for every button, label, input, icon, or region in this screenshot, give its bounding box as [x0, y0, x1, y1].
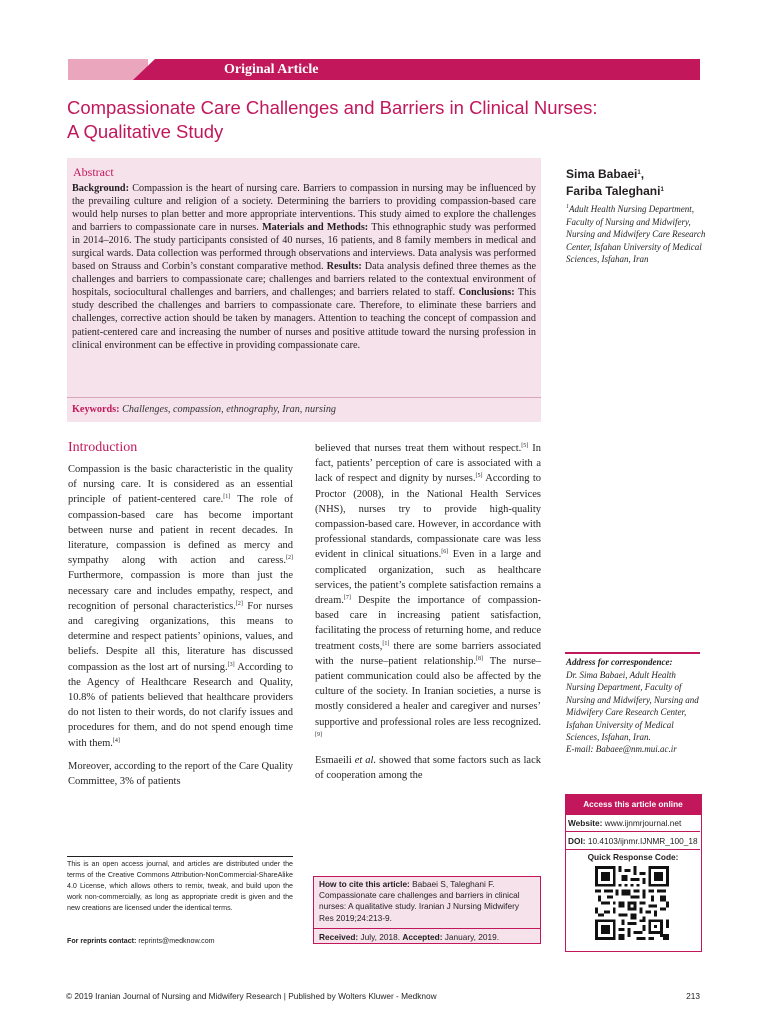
- author-affiliation-mark: 1: [637, 170, 641, 176]
- citation-ref: [2]: [235, 600, 243, 607]
- banner-bar: [133, 59, 700, 80]
- body-text: showed that some factors such as lack of cooperation among the: [315, 755, 541, 782]
- website-row[interactable]: [566, 815, 700, 832]
- citation-ref: [1]: [223, 494, 231, 501]
- title-line-2: A Qualitative Study: [67, 121, 224, 142]
- article-dates: [319, 932, 499, 942]
- received-date: July, 2018.: [360, 932, 401, 942]
- author-name: Sima Babaei: [566, 167, 638, 181]
- background-text: Compassion is the heart of nursing care. Barriers to compassion in nursing may be influenced by the prevailing culture and religion of a society. Determining the barriers to providing compassion-based care would help nurses to plan better and more appropriate interventions. This study aimed to explore the challenges and barriers to compassionate care in nurses.: [72, 183, 536, 234]
- body-text: believed that nurses treat them without respect.: [315, 443, 522, 454]
- reprints-contact: [67, 937, 215, 945]
- body-paragraph: [315, 753, 541, 783]
- correspondence-text: Dr. Sima Babaei, Adult Health Nursing Department, Faculty of Nursing and Midwifery, Nursing and Midwifery Care Research Center, Isfahan University of Medical Sciences, Isfahan, Iran.: [566, 670, 699, 743]
- body-text: For nurses and caregiving organizations, this means to determine and respect patients’ opinions, values, and beliefs. Despite all this, literature has discussed compassion as the lost art of nursing.: [68, 600, 293, 673]
- citation-ref: [4]: [112, 737, 120, 744]
- keywords-text: Challenges, compassion, ethnography, Iran, nursing: [122, 404, 337, 415]
- results-text: Data analysis defined three themes as the challenges and barriers to compassionate care; challenges and barriers related to the contextual environment of hospitals, sociocultural challenges and barriers, and challenges; and barriers related to staff.: [72, 261, 536, 299]
- methods-label: Materials and Methods:: [262, 222, 369, 234]
- correspondence-address: [566, 669, 702, 756]
- author-affiliation-mark: 1: [660, 187, 664, 193]
- affiliation-mark: 1: [566, 204, 569, 210]
- body-text: there are some barriers associated with the nurse–patient relationship.: [315, 640, 541, 667]
- keywords: [72, 404, 336, 415]
- body-text: Even in a large and complicated organization, such as healthcare services, the patient’s complete satisfaction remains a dream.: [315, 549, 542, 607]
- body-text: According to the Agency of Healthcare Research and Quality, 10.8% of patients believed that healthcare providers do not listen to their words, do not clarify issues and procedures for them, and do not spend enough time with them.: [68, 661, 293, 749]
- introduction-heading: Introduction: [68, 440, 138, 455]
- citation-ref: [5]: [521, 443, 529, 449]
- citation-ref: [6]: [441, 549, 449, 556]
- citation-ref: [2]: [286, 555, 293, 562]
- abstract-divider: [67, 397, 541, 398]
- qr-label: Quick Response Code:: [587, 852, 679, 862]
- reprints-label: For reprints contact:: [67, 937, 137, 945]
- body-paragraph: [68, 462, 293, 751]
- citation-ref: [3]: [227, 661, 235, 668]
- results-label: Results:: [326, 261, 362, 273]
- citation-ref: [8]: [476, 655, 484, 662]
- reprints-email[interactable]: reprints@medknow.com: [138, 937, 215, 945]
- citation-divider: [313, 928, 541, 929]
- body-text: The role of compassion-based care has become important between nurse and patient in recent decades. In literature, compassion is defined as mercy and sympathy along with action and caress.: [68, 494, 293, 567]
- accepted-date: January, 2019.: [444, 932, 500, 942]
- author-affiliation: [566, 203, 706, 266]
- body-text: Compassion is the basic characteristic in the quality of nursing care. It is considered as an essential principle of patient-centered care.: [68, 464, 293, 506]
- banner-accent: [68, 59, 148, 80]
- citation-ref: [5]: [475, 473, 483, 480]
- citation-ref: [9]: [315, 731, 322, 738]
- citation-ref: [1]: [382, 640, 390, 647]
- article-title: [67, 96, 667, 144]
- accepted-label: Accepted:: [402, 932, 443, 942]
- correspondence-heading: Address for correspondence:: [566, 657, 673, 667]
- author-name: Fariba Taleghani: [566, 184, 661, 198]
- author-separator: ,: [640, 167, 645, 181]
- qr-code-icon[interactable]: [595, 866, 669, 940]
- body-text: Despite the importance of compassion-based care in increasing patient satisfaction, facilitating the process of returning home, and reduce treatment costs,: [315, 595, 541, 652]
- methods-text: This ethnographic study was performed in 2014–2016. The study participants consisted of 40 nurses, 16 patients, and 8 family members in medical and surgical wards. Data collection was performed through observations and interviews. Data analysis was performed based on Strauss and Corbin’s constant comparative method.: [72, 222, 537, 273]
- citation-text: [319, 879, 535, 924]
- title-line-1: Compassionate Care Challenges and Barriers in Clinical Nurses:: [67, 97, 598, 118]
- body-paragraph: [315, 441, 541, 745]
- footnote-divider: [67, 856, 293, 857]
- website-url[interactable]: www.ijnmrjournal.net: [604, 818, 682, 828]
- body-text: Esmaeili: [315, 755, 355, 767]
- doi-row[interactable]: [566, 833, 700, 850]
- citation-body: Babaei S, Taleghani F. Compassionate care challenges and barriers in clinical nurses: A qualitative study. Iranian J Nursing Midwifery Res 2019;24:213-9.: [319, 879, 520, 923]
- correspondence-divider: [565, 652, 700, 654]
- keywords-label: Keywords:: [72, 404, 120, 415]
- conclusions-label: Conclusions:: [458, 287, 515, 299]
- background-label: Background:: [72, 183, 129, 194]
- body-text: In fact, patients’ perception of care is associated with a lack of respect and dignity by nurses.: [315, 443, 541, 485]
- page-number: 213: [686, 991, 700, 1001]
- body-paragraph: Moreover, according to the report of the Care Quality Committee, 3% of patients: [68, 760, 293, 788]
- body-column-right: [315, 441, 541, 791]
- correspondence-email[interactable]: E-mail: Babaee@nm.mui.ac.ir: [566, 744, 677, 755]
- website-label: Website:: [568, 818, 603, 828]
- footer-text: © 2019 Iranian Journal of Nursing and Midwifery Research | Published by Wolters Kluwer - Medknow: [66, 991, 437, 1001]
- body-text: The nurse–patient communication could also be affected by the culture of the society. In Iranian societies, a nurse is mostly considered a healer and caregiver and nurses’ supportive and professional roles are less recognized.: [315, 655, 541, 728]
- citation-label: How to cite this article:: [319, 879, 410, 889]
- affiliation-text: Adult Health Nursing Department, Faculty of Nursing and Midwifery, Nursing and Midwifery Care Research Center, Isfahan University of Medical Sciences, Isfahan, Iran: [566, 204, 706, 265]
- conclusions-text: This study described the challenges and barriers to compassionate care. Therefore, to eliminate these barriers and challenges, corrective action should be taken by managers. Attention to teaching the concept of compassion and patient-centered care and increasing the number of nurses and positive attitude toward the nursing profession in clinical environment can be effective in providing compassionate care.: [72, 287, 536, 351]
- received-label: Received:: [319, 932, 359, 942]
- doi-label: DOI:: [568, 836, 586, 846]
- citation-ref: [7]: [343, 595, 351, 602]
- access-heading: Access this article online: [565, 794, 701, 815]
- doi-value[interactable]: 10.4103/ijnmr.IJNMR_100_18: [587, 836, 698, 846]
- abstract-heading: Abstract: [73, 165, 114, 179]
- body-column-left: [68, 462, 293, 797]
- body-text: According to Proctor (2008), in the National Health Services (NHS), nurses try to provide high-quality compassion-based care. However, in accordance with professional standards, compassionate care was less evident in clinical situations.: [315, 473, 541, 561]
- body-text: Furthermore, compassion is more than just the necessary care and includes empathy, respect, and recognition of personal characteristics.: [68, 570, 293, 612]
- abstract-body: [72, 182, 536, 352]
- author-list: [566, 166, 664, 200]
- et-al: et al.: [354, 755, 377, 767]
- page-footer: [66, 991, 700, 1001]
- license-note: This is an open access journal, and articles are distributed under the terms of the Creative Commons Attribution-NonCommercial-ShareAlike 4.0 License, which allows others to remix, tweak, and build upon the work non-commercially, as long as appropriate credit is given and the new creations are licensed under the identical terms.: [67, 860, 293, 912]
- section-banner: [68, 59, 700, 80]
- article-type-label: Original Article: [224, 62, 319, 77]
